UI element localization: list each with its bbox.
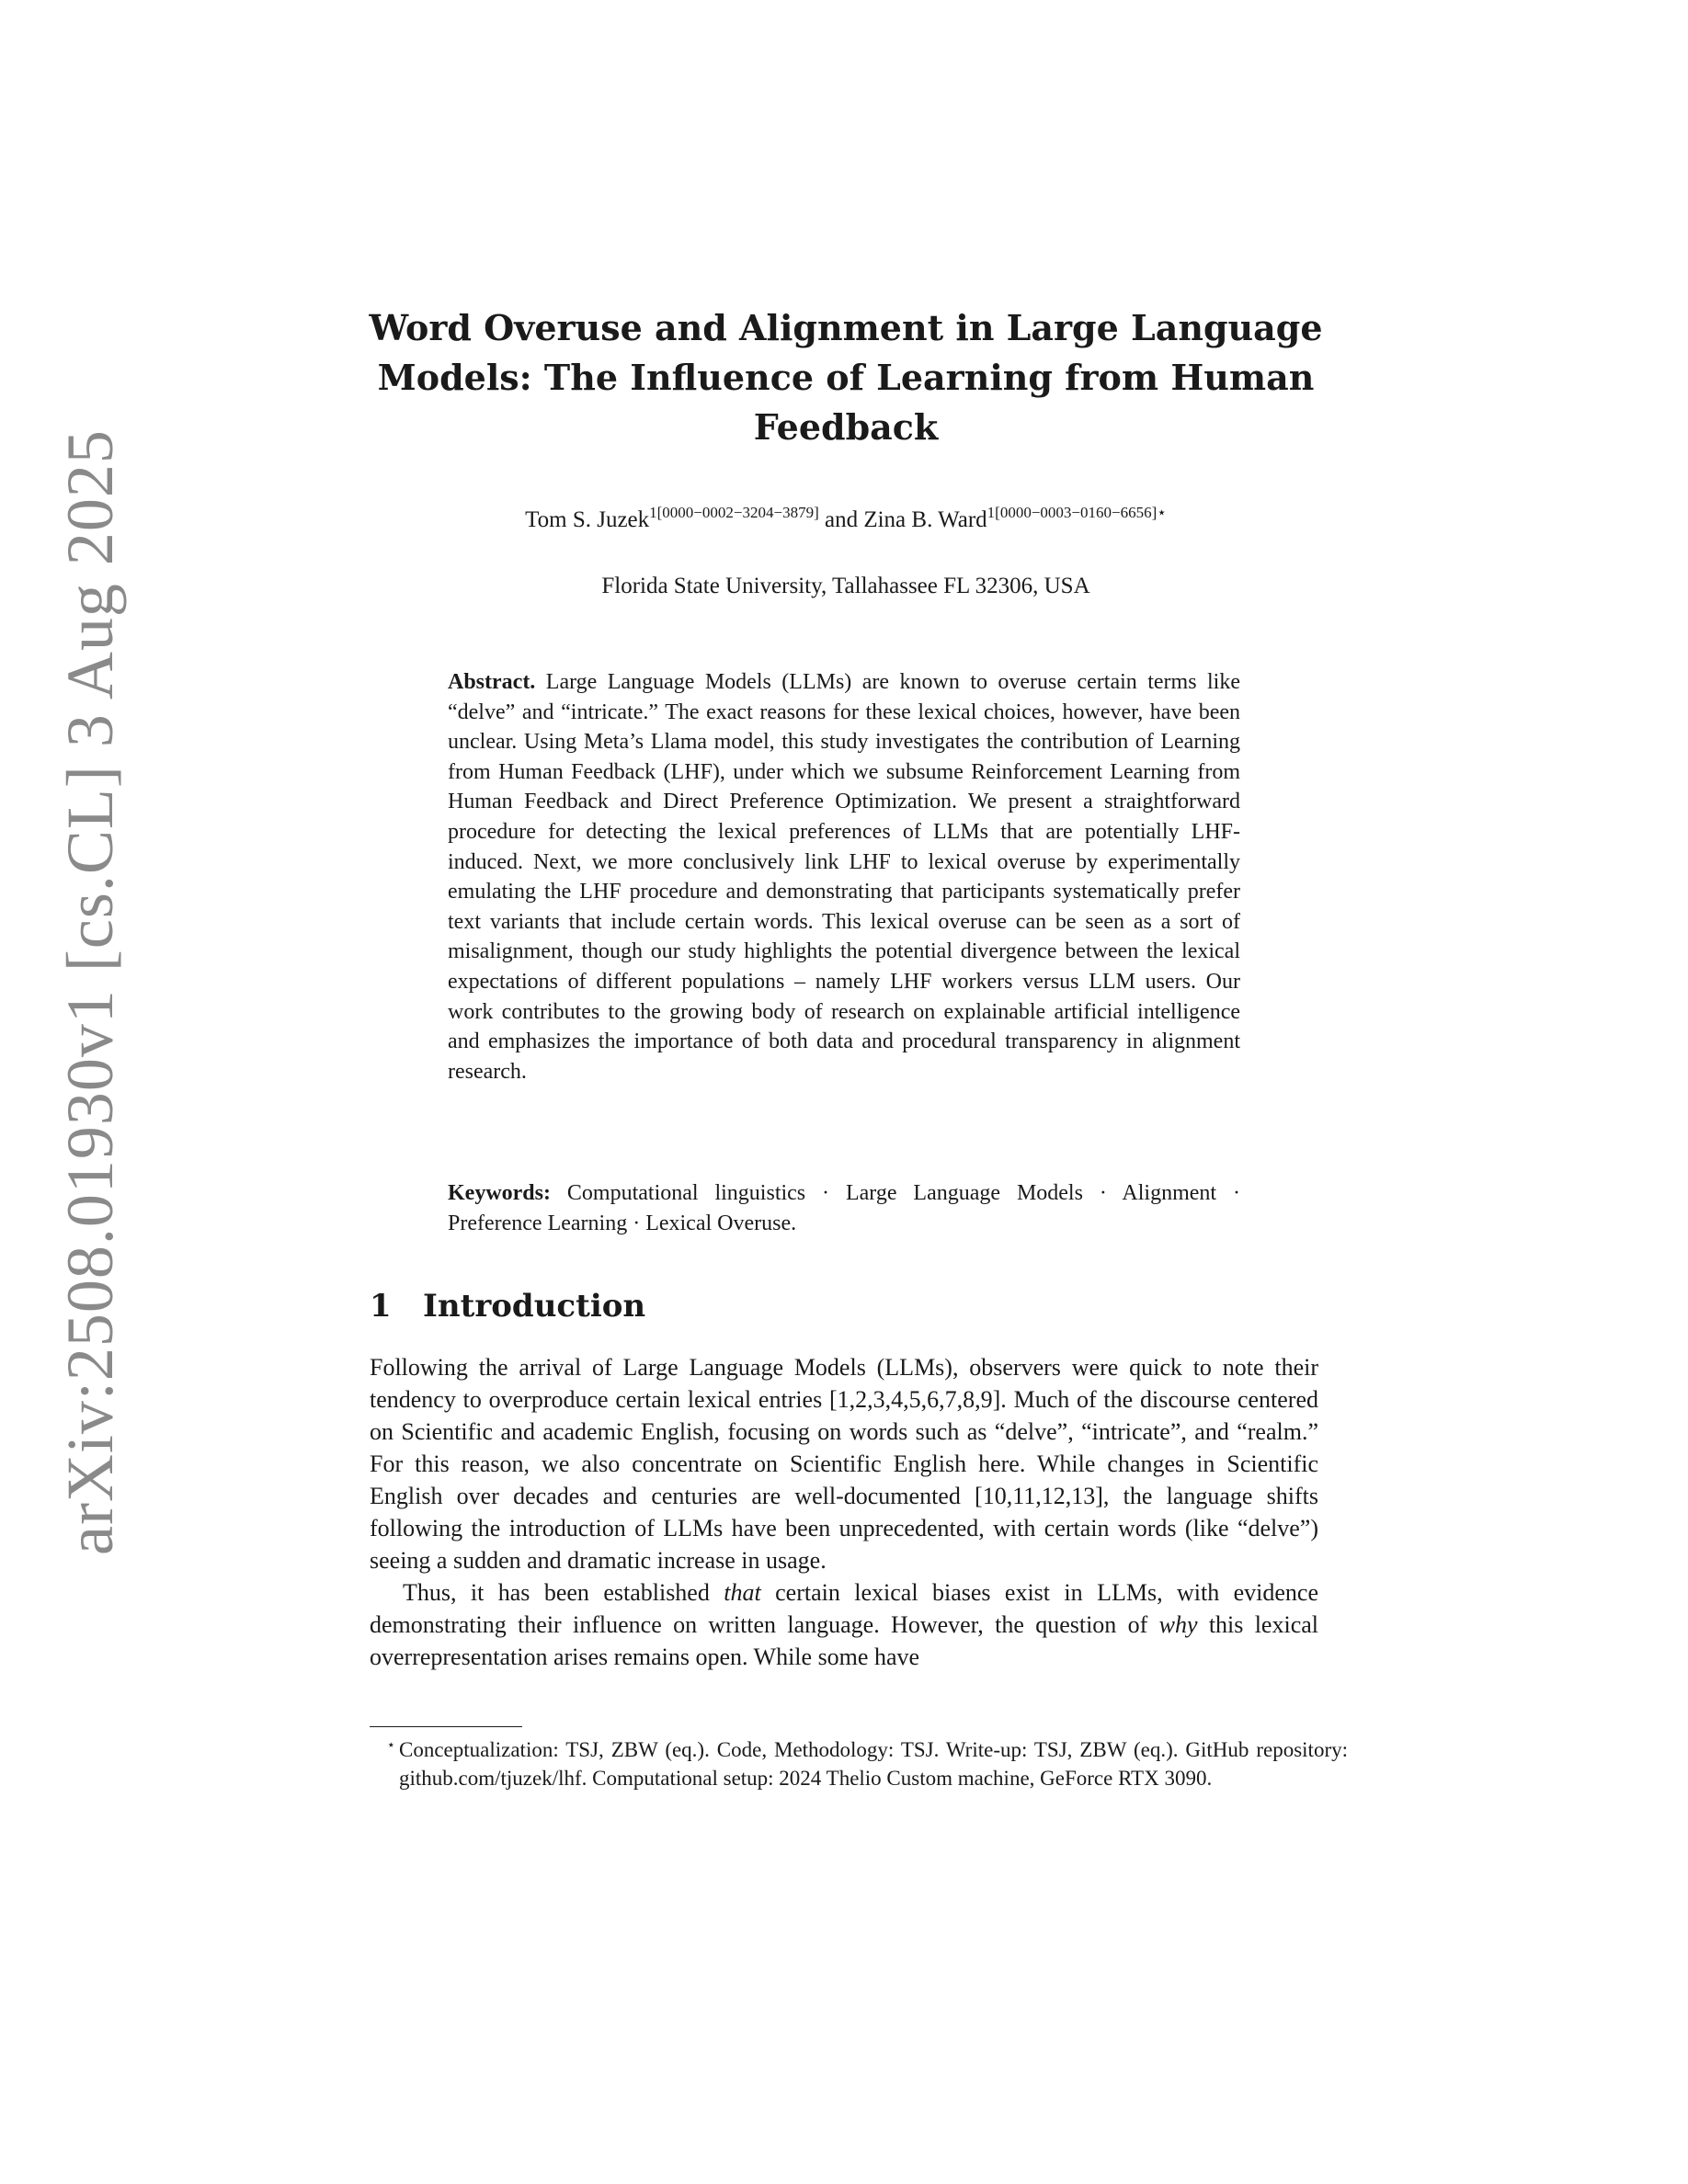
emphasis: why: [1158, 1611, 1198, 1638]
footnote: ⋆ Conceptualization: TSJ, ZBW (eq.). Code, Methodology: TSJ. Write-up: TSJ, ZBW (eq.). GitHub repository: github.com/tjuzek/lhf. Computational setup: 2024 Thelio Custom machine, GeForce RTX 3090.: [386, 1738, 1348, 1790]
author-line: [349, 504, 1342, 537]
paragraph: Following the arrival of Large Language Models (LLMs), observers were quick to note their tendency to overproduce certain lexical entries [1,2,3,4,5,6,7,8,9]. Much of the discourse centered on Scientific and academic English, focusing on words such as “delve”, “intricate”, and “realm.” For this reason, we also concentrate on Scientific English here. While changes in Scientific English over decades and centuries are well-documented [10,11,12,13], the language shifts following the introduction of LLMs have been unprecedented, with certain words (like “delve”) seeing a sudden and dramatic increase in usage.: [370, 1354, 1318, 1574]
footnote-divider: [370, 1726, 522, 1727]
abstract-label: Abstract.: [448, 670, 536, 694]
footnote-text: Conceptualization: TSJ, ZBW (eq.). Code, Methodology: TSJ. Write-up: TSJ, ZBW (eq.). GitHub repository: github.com/tjuzek/lhf. Computational setup: 2024 Thelio Custom machine, GeForce RTX 3090.: [399, 1738, 1348, 1790]
author-name: Zina B. Ward: [863, 507, 987, 532]
keywords: [448, 1178, 1240, 1238]
paragraph-text: Thus, it has been established: [403, 1579, 724, 1606]
paragraph: [370, 1576, 1318, 1673]
paragraph-text: certain lexical biases exist in LLMs, with evidence demonstrating their influence on written language. However, the question of: [370, 1579, 1318, 1638]
author-name: Tom S. Juzek: [525, 507, 650, 532]
section-number: 1: [370, 1288, 392, 1325]
author-orcid: 1[0000−0003−0160−6656]⋆: [987, 504, 1167, 521]
keywords-text: Computational linguistics · Large Language Models · Alignment · Preference Learning · Lexical Overuse.: [448, 1181, 1240, 1235]
author-connector: and: [818, 507, 864, 532]
abstract: [448, 667, 1240, 1086]
abstract-text: Large Language Models (LLMs) are known to overuse certain terms like “delve” and “intricate.” The exact reasons for these lexical choices, however, have been unclear. Using Meta’s Llama model, this study investigates the contribution of Learning from Human Feedback (LHF), under which we subsume Reinforcement Learning from Human Feedback and Direct Preference Optimization. We present a straightforward procedure for detecting the lexical preferences of LLMs that are potentially LHF-induced. Next, we more conclusively link LHF to lexical overuse by experimentally emulating the LHF procedure and demonstrating that participants systematically prefer text variants that include certain words. This lexical overuse can be seen as a sort of misalignment, though our study highlights the potential divergence between the lexical expectations of different populations – namely LHF workers versus LLM users. Our work contributes to the growing body of research on explainable artificial intelligence and emphasizes the importance of both data and procedural transparency in alignment research.: [448, 670, 1241, 1084]
arxiv-identifier-stamp: arXiv:2508.01930v1 [cs.CL] 3 Aug 2025: [53, 429, 127, 1555]
introduction-body: [370, 1351, 1318, 1673]
section-heading: [370, 1287, 645, 1325]
author-orcid: 1[0000−0002−3204−3879]: [649, 504, 819, 521]
paper-title: Word Overuse and Alignment in Large Language Models: The Influence of Learning from Human Feedback: [369, 307, 1323, 448]
paragraph-text: this lexical overrepresentation arises remains open. While some have: [370, 1611, 1318, 1670]
section-title: Introduction: [423, 1288, 646, 1325]
emphasis: that: [724, 1579, 761, 1606]
keywords-label: Keywords:: [448, 1181, 551, 1205]
affiliation: Florida State University, Tallahassee FL 32306, USA: [601, 574, 1090, 598]
